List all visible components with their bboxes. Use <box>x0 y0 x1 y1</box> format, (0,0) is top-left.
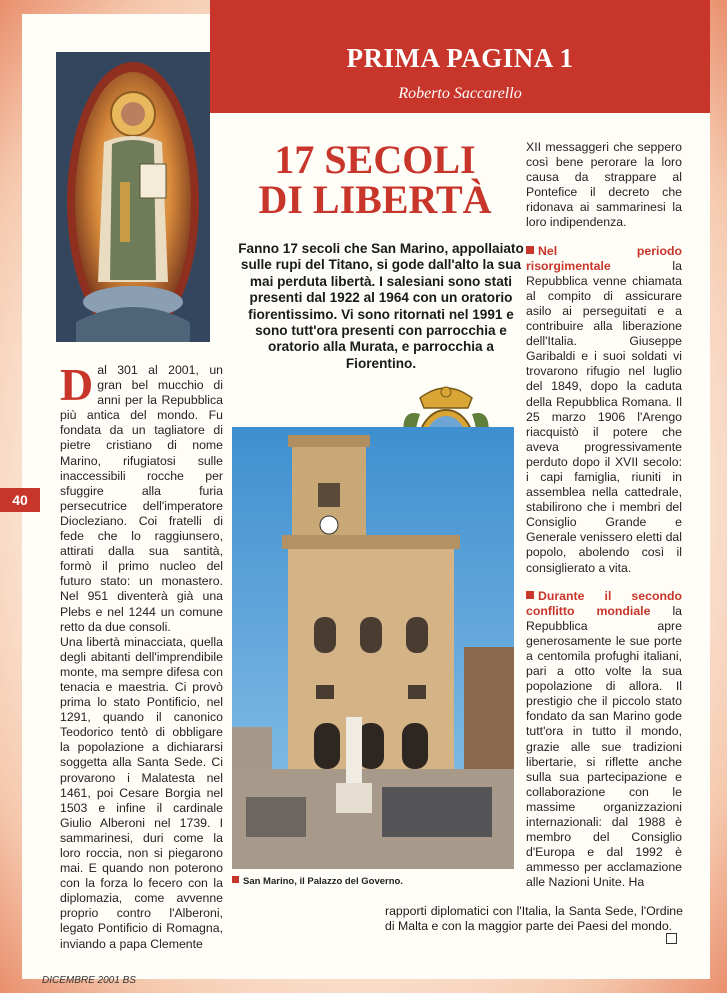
article-bottom-paragraph: rapporti diplomatici con l'Italia, la Santa Sede, l'Ordine di Malta e con la maggior parte dei Paesi del mondo. <box>385 904 683 934</box>
right-paragraph-1: XII messaggeri che seppero così bene perorare la loro causa da strappare al Pontefice il decreto che ridonava ai sammarinesi la loro indipendenza. <box>526 140 682 230</box>
section-title: PRIMA PAGINA 1 <box>346 43 574 73</box>
section-lead-in-war: Durante il secondo conflitto mondiale <box>526 588 682 618</box>
headline-line-2: DI LIBERTÀ <box>258 177 492 222</box>
right-paragraph-2 <box>526 244 682 576</box>
red-square-bullet-icon <box>526 591 534 599</box>
article-column-right <box>526 140 682 904</box>
section-header <box>210 0 710 113</box>
photo-caption: San Marino, il Palazzo del Governo. <box>232 876 514 887</box>
left-paragraph-1: al 301 al 2001, un gran bel mucchio di anni per la Repubblica più antica del mondo. Fu fondata da un tagliatore di pietre cristiano di nome Marino, rifugiatosi sulle inaccessibili rocche per sfuggire alla furia persecutrice dell'imperatore Diocleziano. Coi fratelli di fede che lo raggiunsero, attirati dalla sua santità, formò il primo nucleo del futuro stato: un monastero. Nel 951 diventerà già una Plebs e nel 1244 un comune retto da due consoli. <box>60 363 223 634</box>
right-paragraph-2-text: la Repubblica venne chiamata al compito di assicurare asilo ai perseguitati e a contribuire alla liberazione dell'Italia. Giuseppe Garibaldi e i suoi soldati vi trovarono rifugio nel luglio del 1849, dopo la caduta della Repubblica Romana. Il 25 marzo 1906 l'Arengo riacquistò il potere che aveva progressivamente perduto dopo il XVII secolo: i capi famiglia, riuniti in assemblea nella cattedrale, stabilirono che i membri del Consiglio Grande e Generale venissero eletti dal popolo, abolendo così il consiglierato a vita. <box>526 258 682 575</box>
red-square-bullet-icon <box>232 876 239 883</box>
saint-icon-image <box>56 52 210 342</box>
article-column-left <box>60 359 223 952</box>
headline-line-1: 17 SECOLI <box>274 137 476 182</box>
end-of-article-icon <box>666 933 677 944</box>
left-paragraph-2: Una libertà minacciata, quella degli abitanti dell'imprendibile monte, ma sempre difesa con tenacia e maestria. Ci provò prima lo stato Pontificio, nel 1291, quando il canonico Teodorico tentò di obbligare la popolazione a dichiararsi soggetta alla Santa Sede. Ci provarono i Malatesta nel 1461, poi Cesare Borgia nel 1503 e infine il cardinale Giulio Alberoni nel 1739. I sammarinesi, duri come la loro roccia, non si piegarono mai. E quando non poterono con la forza lo fecero con la diplomazia, come avvenne proprio contro l'Alberoni, legato Pontificio di Romagna, inviando a papa Clemente <box>60 634 223 951</box>
page-number: 40 <box>0 488 40 512</box>
article-lead: Fanno 17 secoli che San Marino, appollaiato sulle rupi del Titano, si gode dall'alto la sua mai perduta libertà. I salesiani sono stati presenti dal 1922 al 1964 con un oratorio fiorentissimo. Vi sono ritornati nel 1991 e sono tutt'ora presenti con parrocchia e oratorio alla Murata, e parrocchia a Fiorentino. <box>238 241 524 371</box>
article-author: Roberto Saccarello <box>398 85 522 102</box>
right-paragraph-3-text: la Repubblica apre generosamente le sue porte a centomila profughi italiani, pari a otto volte la sua popolazione di allora. Il prestigio che il piccolo stato fondato da san Marino gode tutt'ora in tutto il mondo, grazie alle sue tradizioni libertarie, si riflette anche sulla sua partecipazione e collaborazione con le massime organizzazioni internazionali: dal 1988 è membro del Consiglio d'Europa e dal 1992 è ammesso per acclamazione alle Nazioni Unite. Ha <box>526 603 683 890</box>
red-square-bullet-icon <box>526 246 534 254</box>
section-lead-in-risorgimento: Nel periodo risorgimentale <box>526 243 682 273</box>
issue-footer: DICEMBRE 2001 BS <box>42 975 136 986</box>
palazzo-del-governo-photo <box>232 427 514 869</box>
right-paragraph-3 <box>526 589 682 891</box>
article-headline <box>230 137 520 222</box>
drop-cap: D <box>60 359 94 410</box>
